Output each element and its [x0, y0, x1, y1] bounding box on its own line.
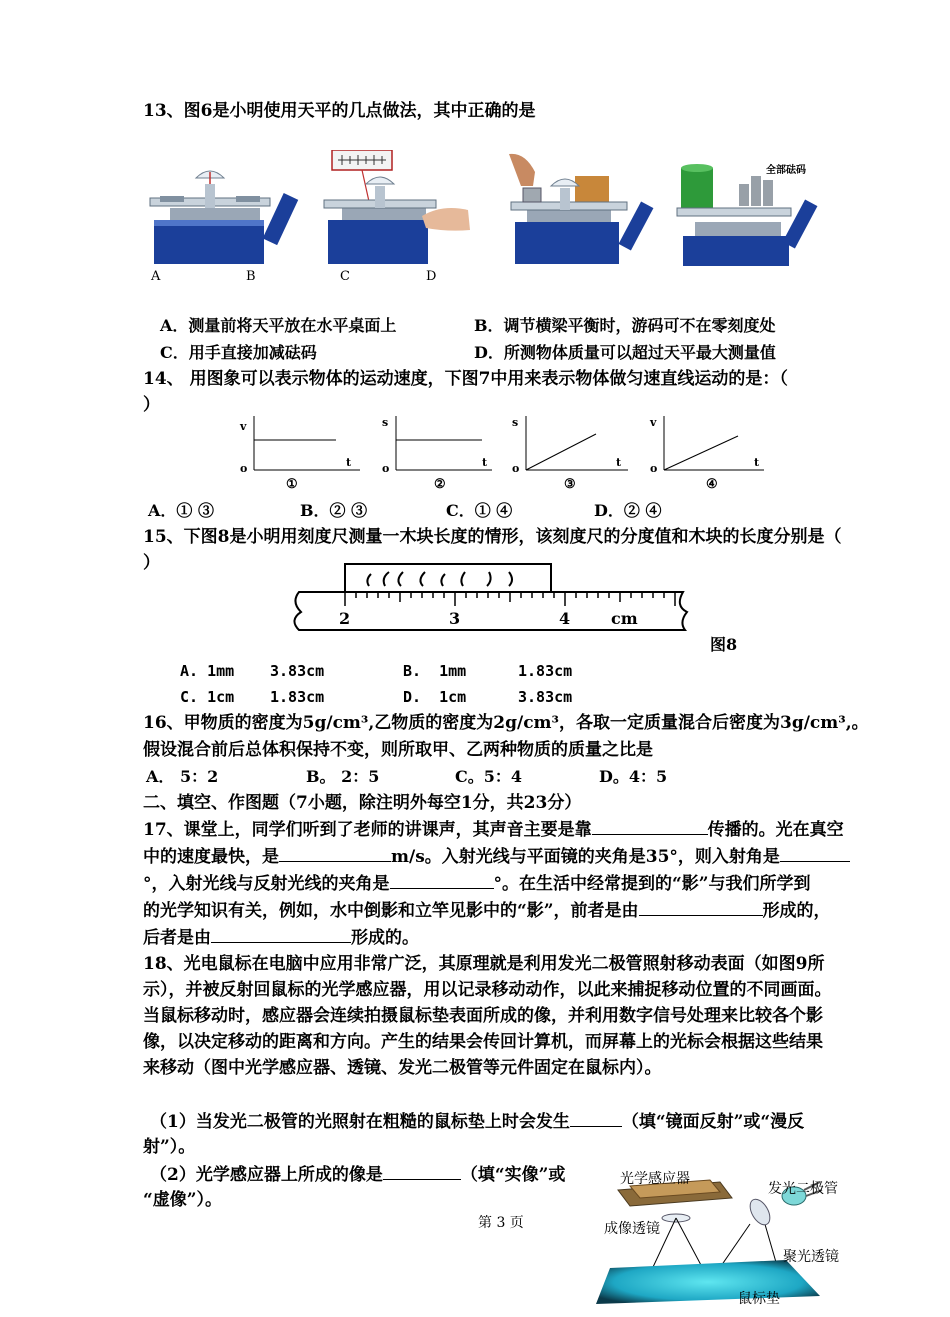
- q14-option-d: D．② ④: [594, 501, 662, 520]
- graph1-y-label: v: [240, 420, 247, 433]
- graph2-x-label: t: [482, 456, 488, 469]
- balance-figure-1: [140, 160, 300, 266]
- graph1-label: ①: [286, 477, 298, 492]
- label-focus-lens: 聚光透镜: [783, 1249, 839, 1265]
- q15-option-c: C. 1cm 1.83cm: [180, 688, 325, 706]
- q16-option-a: A． 5：2: [146, 767, 219, 786]
- q15-option-a: A. 1mm 3.83cm: [180, 662, 325, 680]
- q17-line5: 后者是由 形成的。: [143, 924, 419, 951]
- q18-sub1-line1: （1）当发光二极管的光照射在粗糙的鼠标垫上时会发生 （填“镜面反射”或“漫反: [150, 1108, 804, 1135]
- ruler-number-4: 4: [559, 609, 571, 628]
- q17-blank-6[interactable]: [211, 924, 351, 943]
- fig-label-a: A: [151, 269, 161, 284]
- q17-blank-3[interactable]: [780, 843, 850, 862]
- graph3-origin: o: [512, 462, 520, 475]
- figure-8-label: 图8: [710, 635, 738, 654]
- label-mouse-pad: 鼠标垫: [738, 1291, 780, 1307]
- q18-blank-2[interactable]: [383, 1161, 461, 1180]
- graph3-y-label: s: [512, 416, 519, 429]
- q17-blank-4[interactable]: [390, 870, 494, 889]
- graph1-origin: o: [240, 462, 248, 475]
- graph2-label: ②: [434, 477, 446, 492]
- q14-stem-line2: ）: [143, 395, 160, 415]
- q15-option-b: B. 1mm 1.83cm: [403, 662, 573, 680]
- q15-stem-line1: 15、下图8是小明用刻度尺测量一木块长度的情形，该刻度尺的分度值和木块的长度分别是（: [143, 527, 842, 547]
- label-optical-sensor: 光学感应器: [620, 1171, 690, 1187]
- q18-sub2-line2: “虚像”）。: [143, 1190, 223, 1210]
- q17-blank-2[interactable]: [279, 843, 391, 862]
- graph2-y-label: s: [382, 416, 389, 429]
- fig-label-c: C: [340, 269, 350, 284]
- q16-option-c: C。5：4: [455, 767, 523, 786]
- q13-option-a: A．测量前将天平放在水平桌面上: [160, 316, 397, 335]
- ruler-number-2: 2: [339, 609, 351, 628]
- graph4-label: ④: [706, 477, 718, 492]
- q16-option-d: D。4：5: [599, 767, 668, 786]
- fig-caption-all-weights: 全部砝码: [766, 165, 806, 176]
- q15-option-d: D. 1cm 3.83cm: [403, 688, 573, 706]
- ruler-unit: cm: [611, 609, 638, 628]
- label-imaging-lens: 成像透镜: [604, 1221, 660, 1237]
- fig-label-b: B: [246, 269, 256, 284]
- graph3-x-label: t: [616, 456, 622, 469]
- q18-sub2-line1: （2）光学感应器上所成的像是 （填“实像”或: [150, 1161, 565, 1188]
- q17-line2: 中的速度最快，是 m/s。入射光线与平面镜的夹角是35°，则入射角是: [143, 843, 850, 870]
- q17-line4: 的光学知识有关，例如，水中倒影和立竿见影中的“影”，前者是由 形成的，: [143, 897, 831, 924]
- q14-stem-line1: 14、 用图象可以表示物体的运动速度，下图7中用来表示物体做匀速直线运动的是：（: [143, 369, 788, 389]
- graph4-y-label: v: [650, 416, 657, 429]
- section2-title: 二、填空、作图题（7小题，除注明外每空1分，共23分）: [143, 793, 582, 813]
- q13-option-c: C．用手直接加减砝码: [160, 343, 317, 362]
- q17-blank-5[interactable]: [639, 897, 763, 916]
- page-number: 第 3 页: [478, 1215, 524, 1231]
- q18-para-line1: 18、光电鼠标在电脑中应用非常广泛，其原理就是利用发光二极管照射移动表面（如图9所: [143, 954, 825, 974]
- graph1-x-label: t: [346, 456, 352, 469]
- q16-line2: 假设混合前后总体积保持不变，则所取甲、乙两种物质的质量之比是: [143, 740, 653, 760]
- q14-option-b: B．② ③: [300, 501, 368, 520]
- q18-para-line2: 示），并被反射回鼠标的光学感应器，用以记录移动动作，以此来捕捉移动位置的不同画面。: [143, 980, 832, 1000]
- q13-option-d: D．所测物体质量可以超过天平最大测量值: [474, 343, 776, 362]
- q18-para-line4: 像，以决定移动的距离和方向。产生的结果会传回计算机，而屏幕上的光标会根据这些结果: [143, 1032, 823, 1052]
- balance-figure-3: [505, 152, 655, 266]
- label-led: 发光二极管: [768, 1181, 838, 1197]
- q17-line3: °，入射光线与反射光线的夹角是 °。在生活中经常提到的“影”与我们所学到: [143, 870, 811, 897]
- ruler-figure: [285, 562, 695, 636]
- q15-stem-line2: ）: [143, 553, 160, 573]
- graph4-origin: o: [650, 462, 658, 475]
- q17-blank-1[interactable]: [592, 816, 708, 835]
- q13-option-b: B．调节横梁平衡时，游码可不在零刻度处: [474, 316, 776, 335]
- q14-option-a: A．① ③: [148, 501, 214, 520]
- q17-line1: 17、课堂上，同学们听到了老师的讲课声，其声音主要是靠 传播的。光在真空: [143, 816, 844, 843]
- graph4-x-label: t: [754, 456, 760, 469]
- q13-stem: 13、图6是小明使用天平的几点做法，其中正确的是: [143, 101, 536, 121]
- q18-blank-1[interactable]: [570, 1108, 622, 1127]
- q18-para-line5: 来移动（图中光学感应器、透镜、发光二极管等元件固定在鼠标内）。: [143, 1058, 662, 1078]
- graph2-origin: o: [382, 462, 390, 475]
- q18-para-line3: 当鼠标移动时，感应器会连续拍摄鼠标垫表面所成的像，并利用数字信号处理来比较各个影: [143, 1006, 823, 1026]
- balance-figure-4: [673, 160, 823, 268]
- fig-label-d: D: [426, 269, 437, 284]
- q18-sub1-line2: 射”）。: [143, 1137, 196, 1157]
- balance-figure-2: [318, 150, 478, 266]
- q16-option-b: B。 2：5: [306, 767, 380, 786]
- q14-option-c: C．① ④: [446, 501, 513, 520]
- motion-graphs: [230, 412, 790, 494]
- graph3-label: ③: [564, 477, 576, 492]
- q16-line1: 16、甲物质的密度为5g/cm³,乙物质的密度为2g/cm³，各取一定质量混合后密度为3g/cm³,。: [143, 713, 869, 733]
- ruler-number-3: 3: [449, 609, 461, 628]
